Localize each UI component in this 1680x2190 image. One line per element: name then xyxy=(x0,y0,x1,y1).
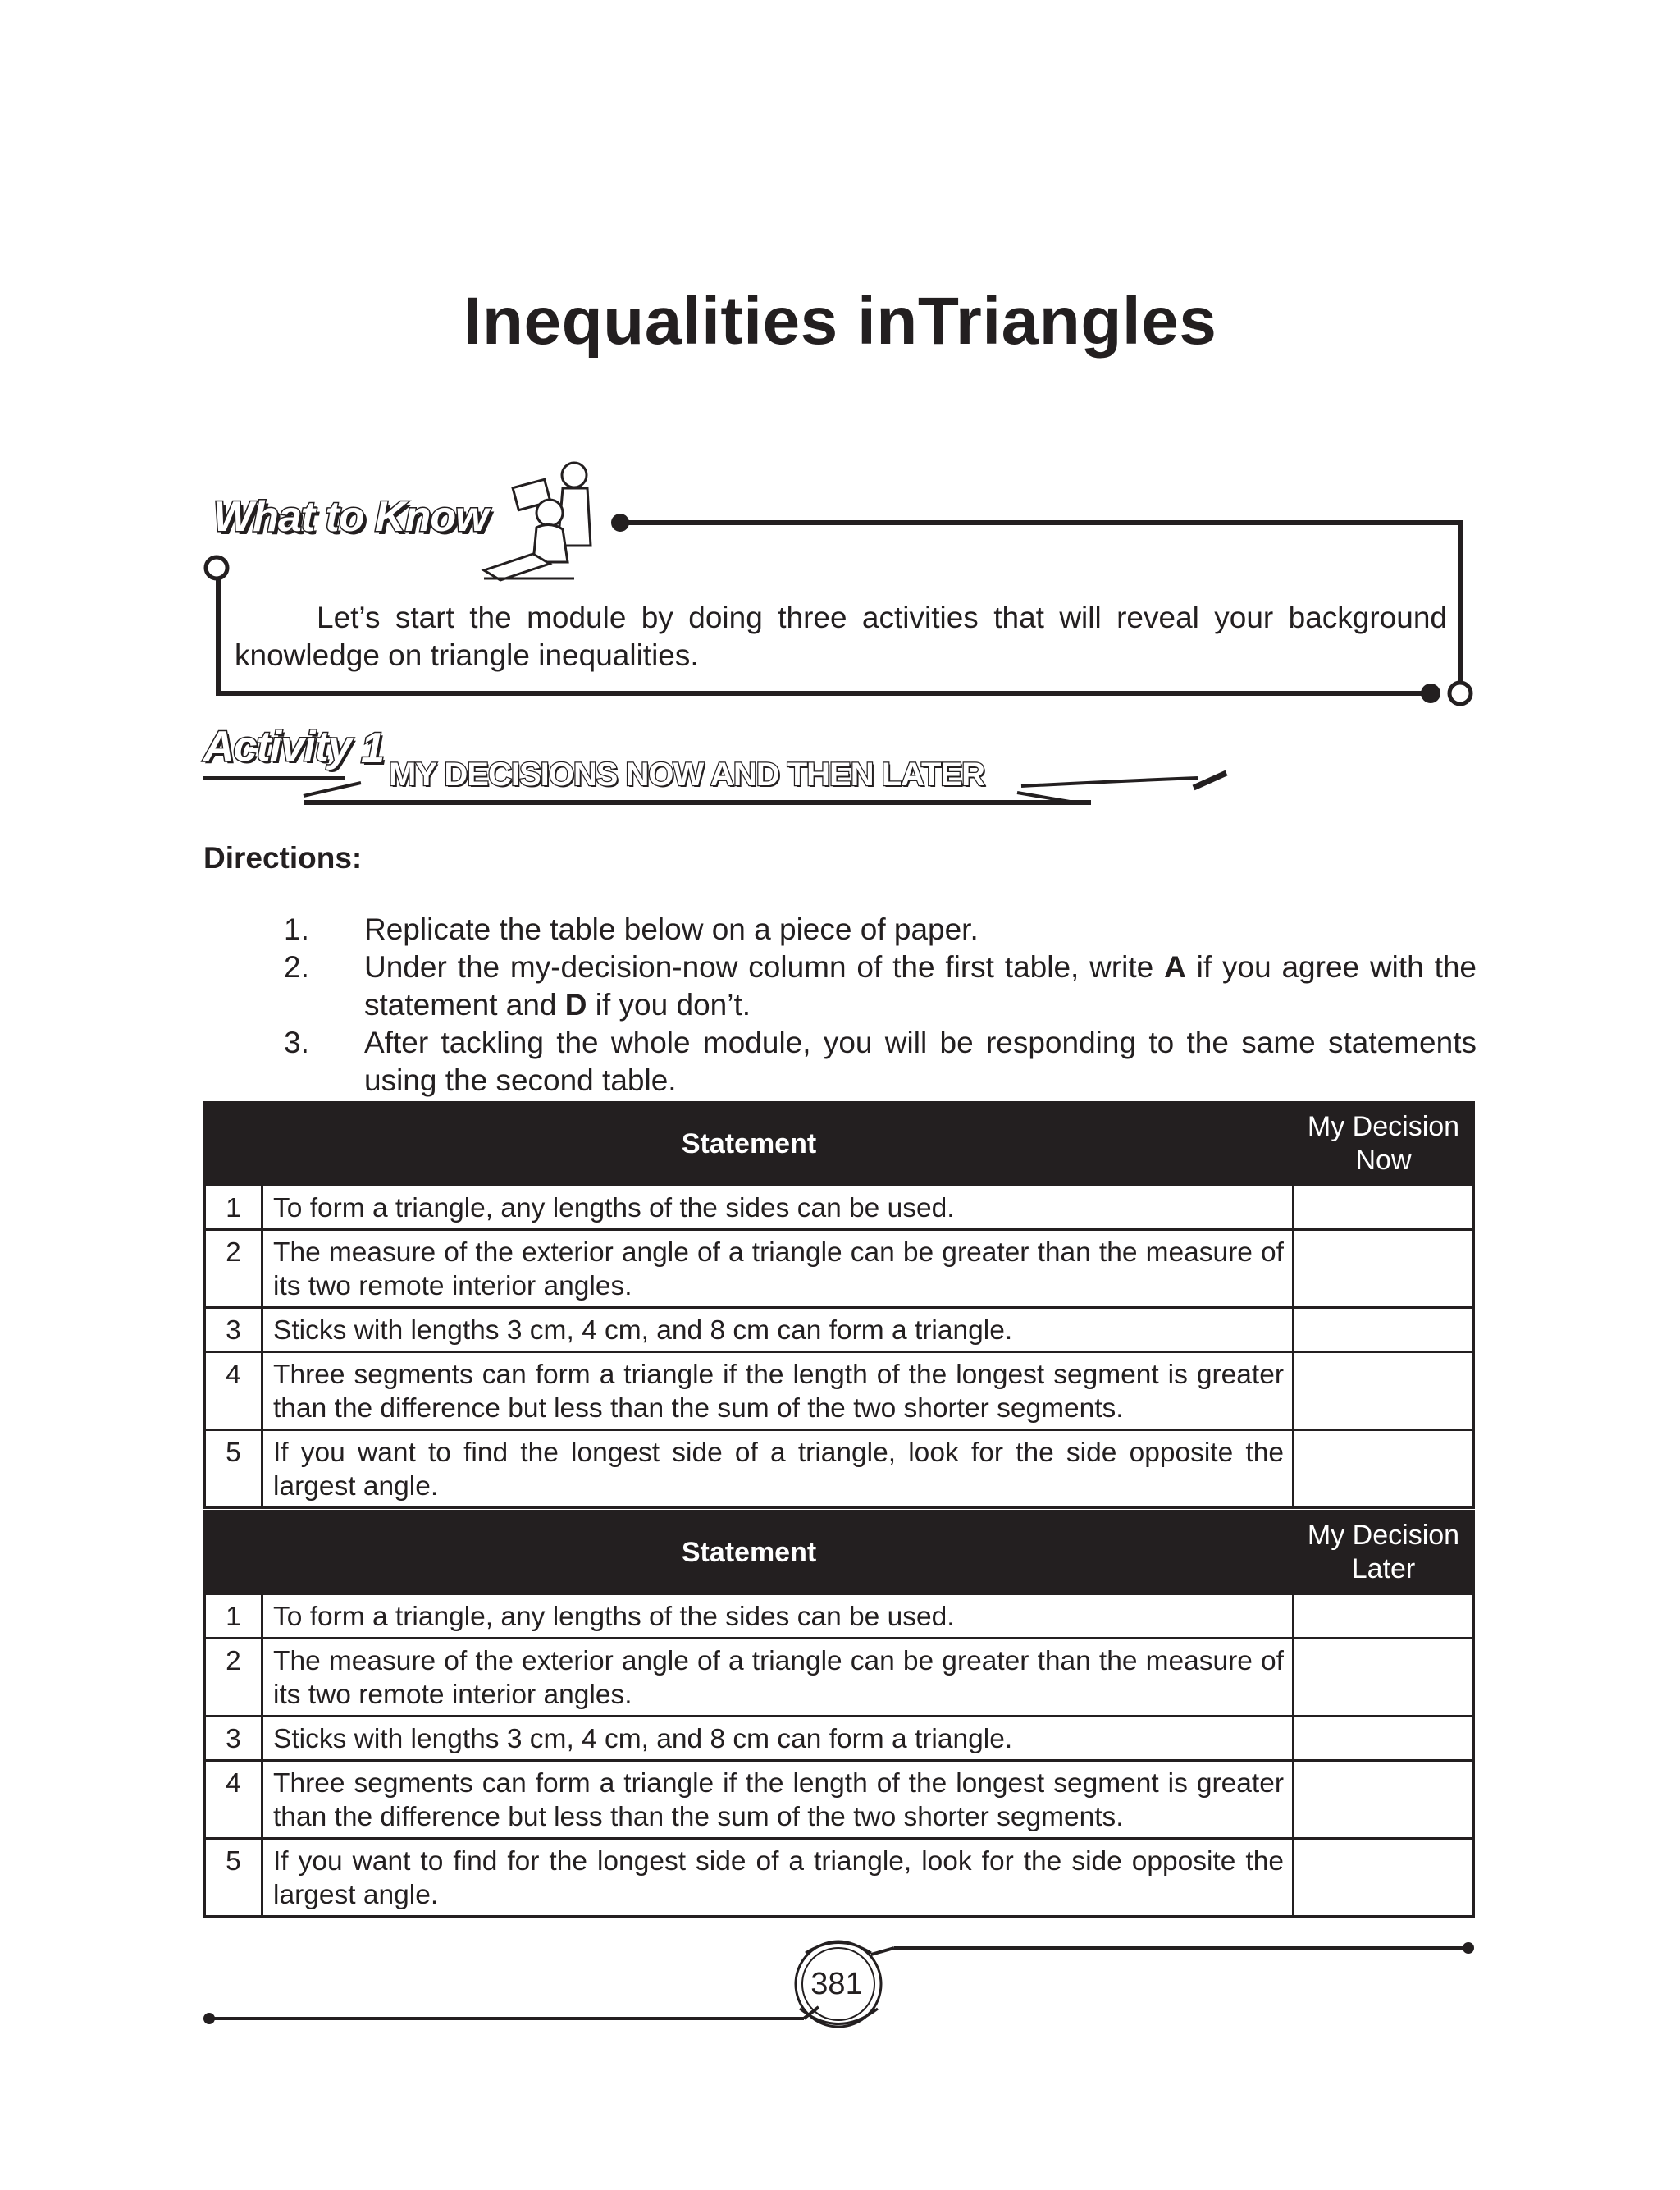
decision-cell[interactable] xyxy=(1294,1717,1474,1761)
table-row xyxy=(205,1352,1474,1430)
step-text: Under the my-decision-now column of the first table, write A if you agree with the statement and D if you don’t. xyxy=(364,950,1477,1022)
statement-cell: The measure of the exterior angle of a triangle can be greater than the measure of its two remote interior angles. xyxy=(262,1230,1294,1308)
statement-cell: Sticks with lengths 3 cm, 4 cm, and 8 cm can form a triangle. xyxy=(262,1308,1294,1352)
row-number: 5 xyxy=(205,1430,262,1508)
table-header-row xyxy=(205,1511,1474,1594)
activity-number: 1 xyxy=(361,725,385,772)
decision-later-header: My Decision Later xyxy=(1294,1511,1474,1594)
statement-cell: To form a triangle, any lengths of the sides can be used. xyxy=(262,1594,1294,1639)
step-number: 1. xyxy=(284,912,309,946)
decision-cell[interactable] xyxy=(1294,1352,1474,1430)
activity-title: MY DECISIONS NOW AND THEN LATER xyxy=(389,757,985,793)
row-number: 2 xyxy=(205,1230,262,1308)
row-number: 3 xyxy=(205,1717,262,1761)
statement-cell: Three segments can form a triangle if the length of the longest segment is greater than the difference but less than the sum of the two shorter segments. xyxy=(262,1352,1294,1430)
step-text: After tackling the whole module, you will be responding to the same statements using the second table. xyxy=(364,1026,1477,1097)
step-number: 3. xyxy=(284,1026,309,1059)
table-row xyxy=(205,1839,1474,1917)
statement-cell: The measure of the exterior angle of a triangle can be greater than the measure of its two remote interior angles. xyxy=(262,1639,1294,1717)
statement-header: Statement xyxy=(205,1103,1294,1186)
table-row xyxy=(205,1594,1474,1639)
table-row xyxy=(205,1430,1474,1508)
row-number: 3 xyxy=(205,1308,262,1352)
page-title: Inequalities inTriangles xyxy=(463,284,1217,359)
statement-header: Statement xyxy=(205,1511,1294,1594)
decision-cell[interactable] xyxy=(1294,1761,1474,1839)
decision-later-table xyxy=(203,1510,1475,1918)
decision-cell[interactable] xyxy=(1294,1230,1474,1308)
decision-now-table xyxy=(203,1101,1475,1509)
table-row xyxy=(205,1761,1474,1839)
statement-cell: If you want to find the longest side of a triangle, look for the side opposite the largest angle. xyxy=(262,1430,1294,1508)
what-to-know-heading: What to Know xyxy=(213,493,488,541)
statement-cell: Three segments can form a triangle if the length of the longest segment is greater than the difference but less than the sum of the two shorter segments. xyxy=(262,1761,1294,1839)
what-to-know-text: Let’s start the module by doing three activities that will reveal your background knowledge on triangle inequalities. xyxy=(235,601,1447,672)
row-number: 5 xyxy=(205,1839,262,1917)
table-row xyxy=(205,1308,1474,1352)
decision-cell[interactable] xyxy=(1294,1308,1474,1352)
statement-cell: To form a triangle, any lengths of the sides can be used. xyxy=(262,1186,1294,1230)
row-number: 2 xyxy=(205,1639,262,1717)
row-number: 1 xyxy=(205,1594,262,1639)
row-number: 4 xyxy=(205,1352,262,1430)
agree-letter: A xyxy=(1164,950,1186,984)
statement-cell: Sticks with lengths 3 cm, 4 cm, and 8 cm can form a triangle. xyxy=(262,1717,1294,1761)
decision-cell[interactable] xyxy=(1294,1839,1474,1917)
statement-cell: If you want to find for the longest side of a triangle, look for the side opposite the largest angle. xyxy=(262,1839,1294,1917)
step-number: 2. xyxy=(284,950,309,984)
decision-cell[interactable] xyxy=(1294,1594,1474,1639)
table-row xyxy=(205,1717,1474,1761)
table-row xyxy=(205,1639,1474,1717)
table-header-row xyxy=(205,1103,1474,1186)
students-illustration xyxy=(484,463,591,580)
row-number: 4 xyxy=(205,1761,262,1839)
activity-label: Activity xyxy=(203,723,351,770)
page-number: 381 xyxy=(810,1967,863,2001)
table-row xyxy=(205,1230,1474,1308)
step-text: Replicate the table below on a piece of paper. xyxy=(364,912,979,946)
table-row xyxy=(205,1186,1474,1230)
decision-now-header: My Decision Now xyxy=(1294,1103,1474,1186)
directions-label: Directions: xyxy=(203,841,363,875)
disagree-letter: D xyxy=(564,988,587,1022)
decision-cell[interactable] xyxy=(1294,1186,1474,1230)
decision-cell[interactable] xyxy=(1294,1639,1474,1717)
row-number: 1 xyxy=(205,1186,262,1230)
decision-cell[interactable] xyxy=(1294,1430,1474,1508)
